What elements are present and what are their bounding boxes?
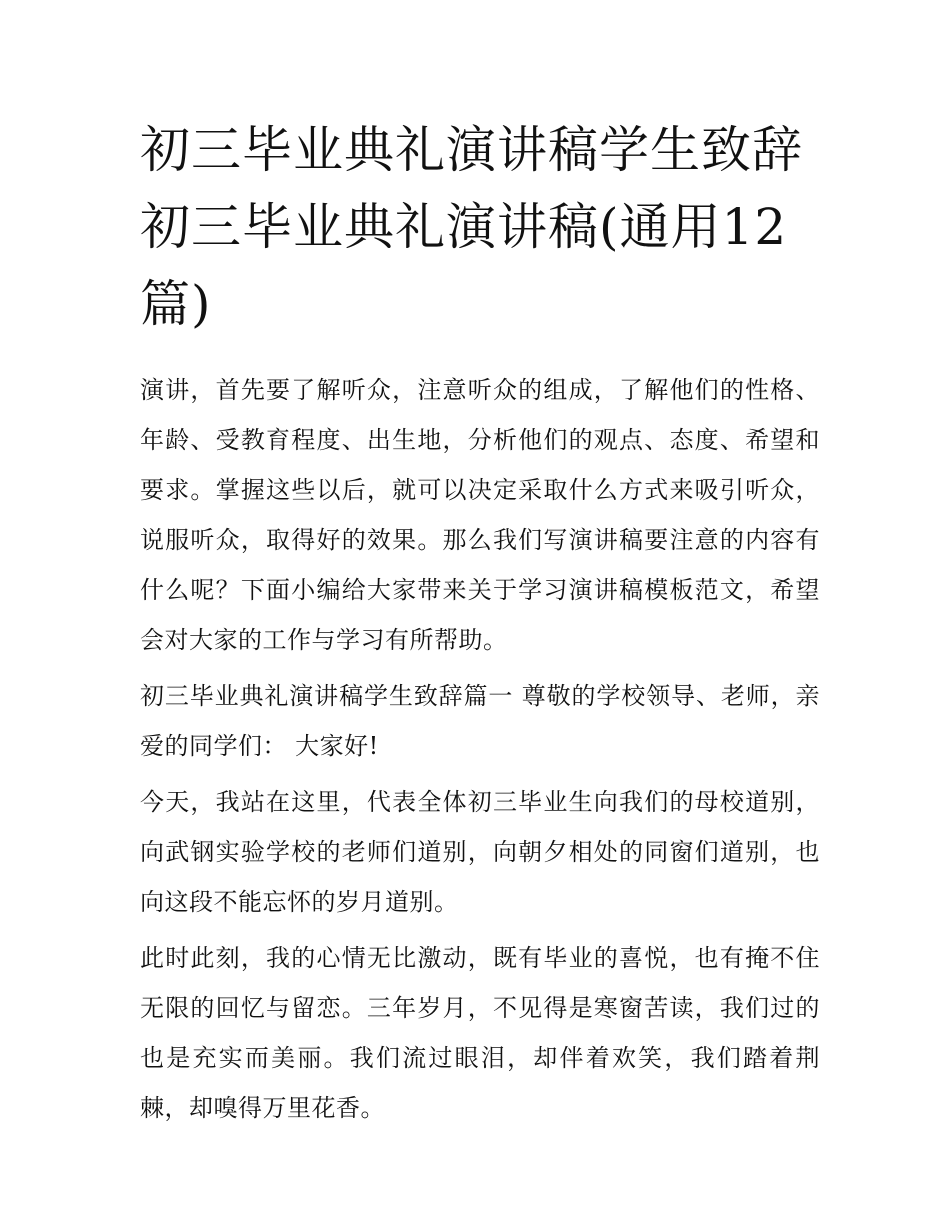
document-page xyxy=(140,112,820,1139)
paragraph-intro: 演讲，首先要了解听众，注意听众的组成，了解他们的性格、年龄、受教育程度、出生地，分析他们的观点、态度、希望和要求。掌握这些以后，就可以决定采取什么方式来吸引听众，说服听众，取得好的效果。那么我们写演讲稿要注意的内容有什么呢？下面小编给大家带来关于学习演讲稿模板范文，希望会对大家的工作与学习有所帮助。 xyxy=(140,376,820,654)
document-title: 初三毕业典礼演讲稿学生致辞初三毕业典礼演讲稿(通用12篇) xyxy=(140,121,803,333)
document-body xyxy=(140,365,820,1133)
paragraph-greeting: 初三毕业典礼演讲稿学生致辞篇一 尊敬的学校领导、老师，亲爱的同学们： 大家好! xyxy=(140,682,820,760)
paragraph-farewell: 今天，我站在这里，代表全体初三毕业生向我们的母校道别，向武钢实验学校的老师们道别，向朝夕相处的同窗们道别，也向这段不能忘怀的岁月道别。 xyxy=(140,788,820,916)
paragraph-memories: 此时此刻，我的心情无比激动，既有毕业的喜悦，也有掩不住无限的回忆与留恋。三年岁月，不见得是寒窗苦读，我们过的也是充实而美丽。我们流过眼泪，却伴着欢笑，我们踏着荆棘，却嗅得万里花香。 xyxy=(140,944,820,1122)
